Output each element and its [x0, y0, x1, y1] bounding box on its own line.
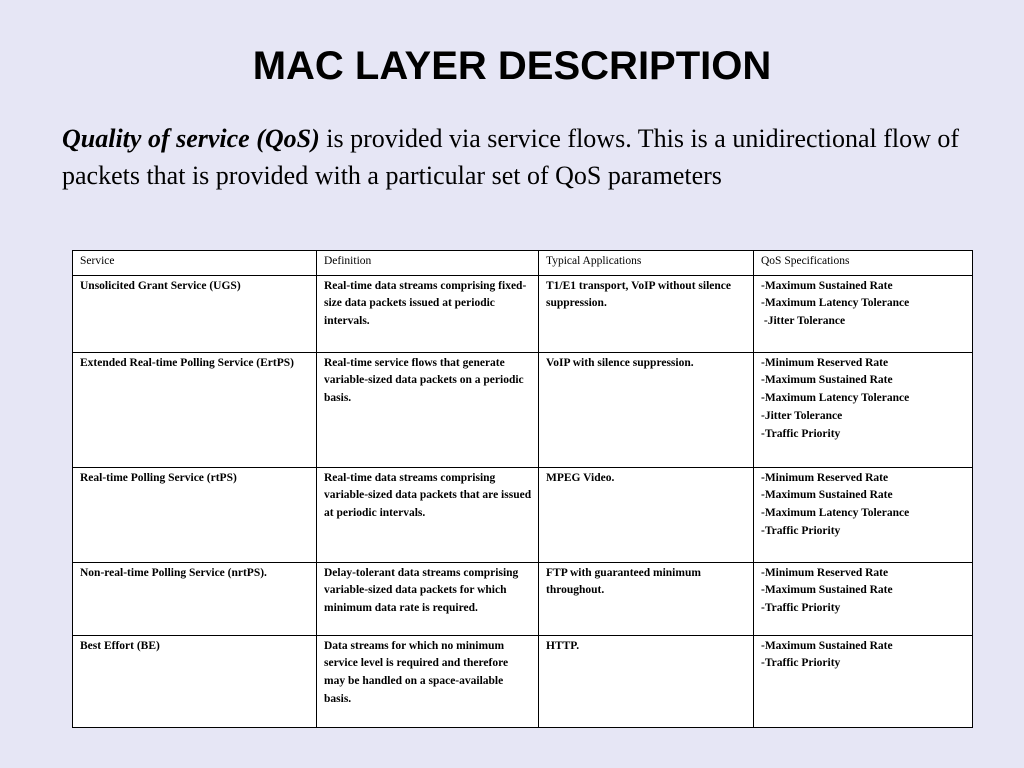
- definition-cell: Real-time service flows that generate variable-sized data packets on a periodic basis.: [317, 352, 539, 467]
- table-row: [73, 635, 973, 727]
- service-cell: Extended Real-time Polling Service (ErtPS): [73, 352, 317, 467]
- spec-item: -Traffic Priority: [761, 427, 841, 440]
- spec-item: -Traffic Priority: [761, 657, 841, 670]
- spec-item: -Maximum Sustained Rate: [761, 489, 893, 502]
- service-cell: Real-time Polling Service (rtPS): [73, 467, 317, 562]
- definition-cell: Real-time data streams comprising variable-sized data packets that are issued at periodic intervals.: [317, 467, 539, 562]
- spec-item: -Traffic Priority: [761, 524, 841, 537]
- spec-item: -Maximum Latency Tolerance: [761, 392, 910, 405]
- specs-cell: [754, 467, 973, 562]
- spec-item: -Jitter Tolerance: [761, 409, 843, 422]
- service-cell: Non-real-time Polling Service (nrtPS).: [73, 562, 317, 635]
- spec-item: -Maximum Sustained Rate: [761, 584, 893, 597]
- header-definition: Definition: [317, 251, 539, 276]
- specs-cell: [754, 562, 973, 635]
- specs-cell: [754, 635, 973, 727]
- definition-cell: Real-time data streams comprising fixed-size data packets issued at periodic intervals.: [317, 275, 539, 352]
- table-row: [73, 562, 973, 635]
- slide-title: MAC LAYER DESCRIPTION: [252, 44, 772, 88]
- specs-cell: [754, 275, 973, 352]
- service-cell: Best Effort (BE): [73, 635, 317, 727]
- spec-item: -Minimum Reserved Rate: [761, 566, 889, 579]
- applications-cell: MPEG Video.: [539, 467, 754, 562]
- table-header-row: [73, 251, 973, 276]
- table-row: [73, 467, 973, 562]
- header-service: Service: [73, 251, 317, 276]
- qos-service-table: [72, 250, 973, 728]
- intro-text: is provided via service flows. This is a unidirectional flow of packets that is provided with a particular set of QoS parameters: [62, 124, 960, 190]
- spec-item: -Maximum Latency Tolerance: [761, 297, 910, 310]
- service-cell: Unsolicited Grant Service (UGS): [73, 275, 317, 352]
- spec-item: -Maximum Sustained Rate: [761, 279, 893, 292]
- spec-item: -Traffic Priority: [761, 602, 841, 615]
- spec-item: -Maximum Sustained Rate: [761, 374, 893, 387]
- applications-cell: VoIP with silence suppression.: [539, 352, 754, 467]
- intro-paragraph: [62, 120, 962, 194]
- spec-item: -Jitter Tolerance: [761, 315, 846, 328]
- specs-cell: [754, 352, 973, 467]
- qos-term: Quality of service (QoS): [62, 124, 320, 153]
- applications-cell: FTP with guaranteed minimum throughout.: [539, 562, 754, 635]
- table-row: [73, 352, 973, 467]
- applications-cell: HTTP.: [539, 635, 754, 727]
- header-qos-specifications: QoS Specifications: [754, 251, 973, 276]
- spec-item: -Minimum Reserved Rate: [761, 471, 889, 484]
- applications-cell: T1/E1 transport, VoIP without silence suppression.: [539, 275, 754, 352]
- header-typical-applications: Typical Applications: [539, 251, 754, 276]
- definition-cell: Data streams for which no minimum service level is required and therefore may be handled on a space-available basis.: [317, 635, 539, 727]
- spec-item: -Maximum Sustained Rate: [761, 639, 893, 652]
- table-row: [73, 275, 973, 352]
- spec-item: -Minimum Reserved Rate: [761, 356, 889, 369]
- definition-cell: Delay-tolerant data streams comprising variable-sized data packets for which minimum data rate is required.: [317, 562, 539, 635]
- spec-item: -Maximum Latency Tolerance: [761, 507, 910, 520]
